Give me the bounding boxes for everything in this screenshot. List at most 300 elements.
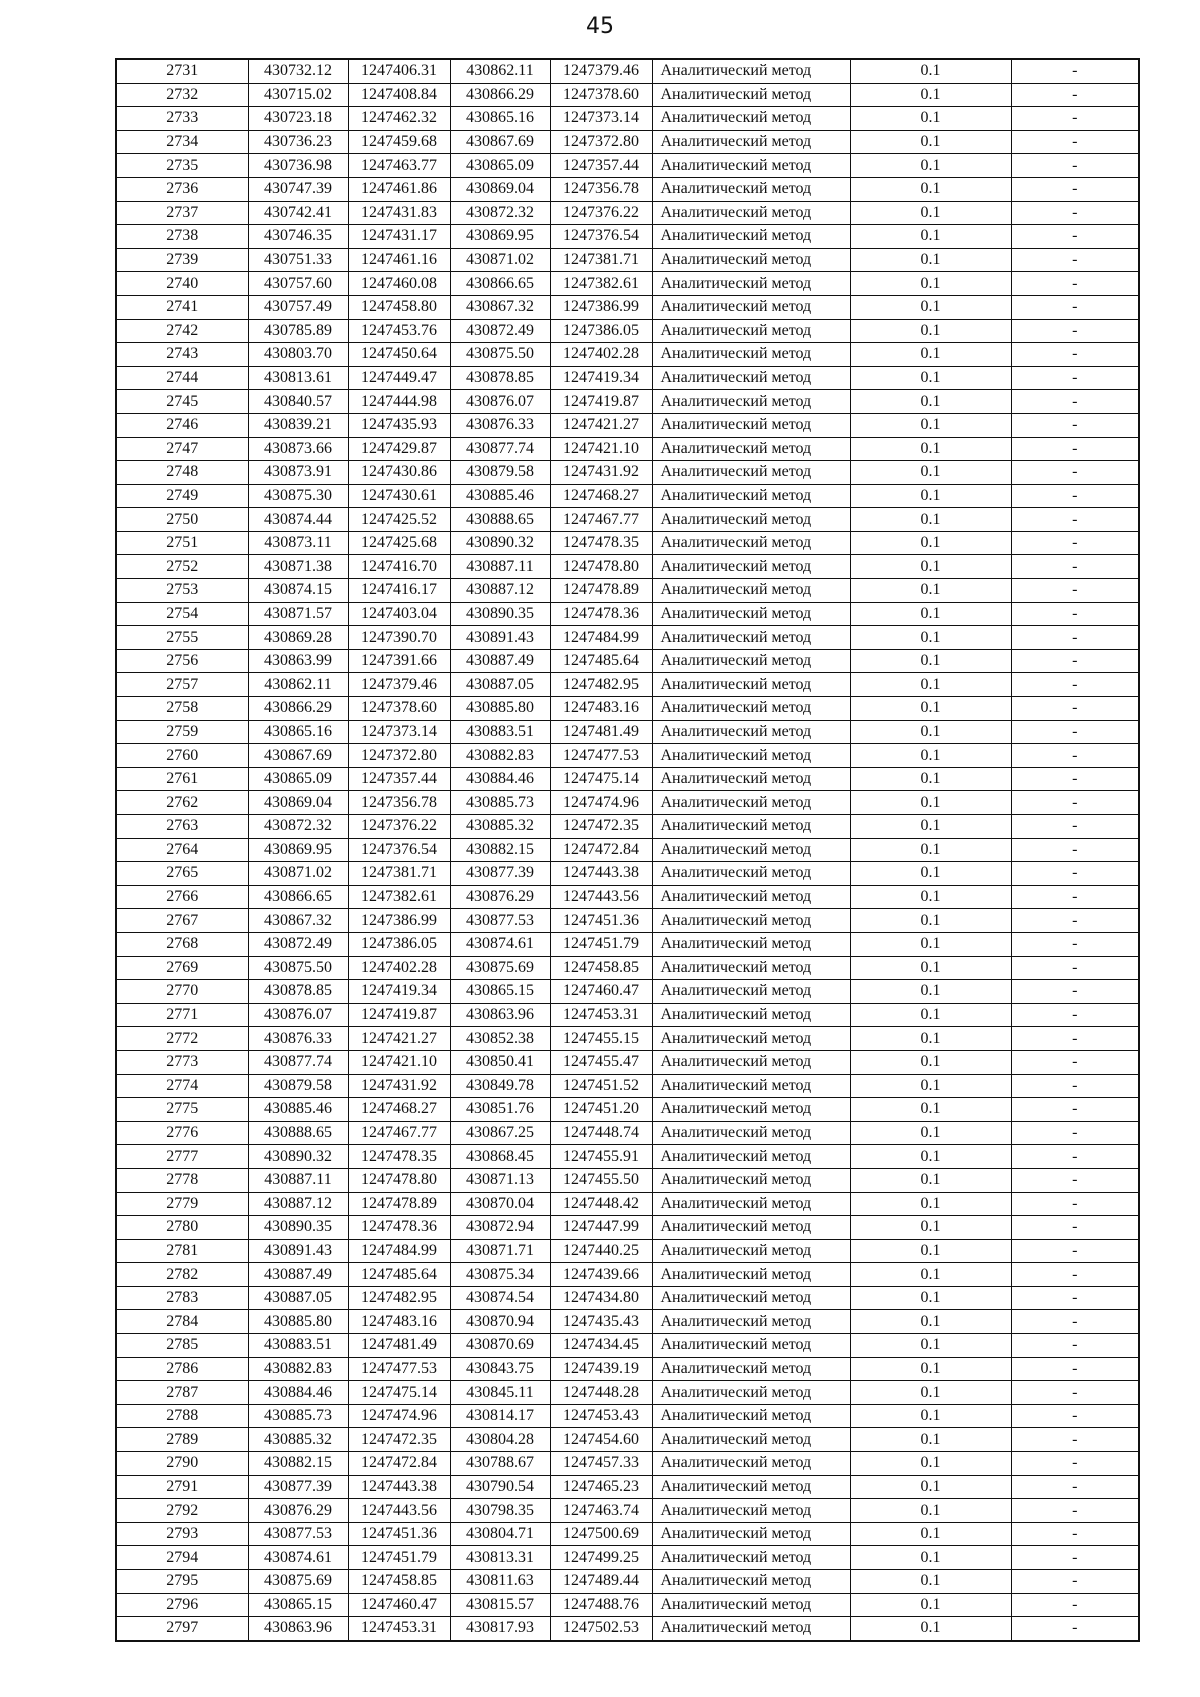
point-number-cell: 2795 — [116, 1570, 248, 1594]
note-cell: - — [1011, 1522, 1139, 1546]
method-cell: Аналитический метод — [652, 1192, 850, 1216]
x-end-cell: 430804.28 — [450, 1428, 550, 1452]
method-cell: Аналитический метод — [652, 744, 850, 768]
x-start-cell: 430723.18 — [248, 107, 348, 131]
accuracy-cell: 0.1 — [850, 177, 1011, 201]
accuracy-cell: 0.1 — [850, 272, 1011, 296]
y-end-cell: 1247489.44 — [550, 1570, 652, 1594]
method-cell: Аналитический метод — [652, 319, 850, 343]
y-start-cell: 1247451.79 — [348, 1546, 450, 1570]
note-cell: - — [1011, 815, 1139, 839]
y-end-cell: 1247478.35 — [550, 531, 652, 555]
y-end-cell: 1247448.28 — [550, 1381, 652, 1405]
y-start-cell: 1247419.87 — [348, 1003, 450, 1027]
note-cell: - — [1011, 649, 1139, 673]
point-number-cell: 2740 — [116, 272, 248, 296]
x-start-cell: 430865.16 — [248, 720, 348, 744]
point-number-cell: 2790 — [116, 1452, 248, 1476]
table-row — [116, 295, 1139, 319]
point-number-cell: 2768 — [116, 932, 248, 956]
y-start-cell: 1247435.93 — [348, 413, 450, 437]
point-number-cell: 2758 — [116, 697, 248, 721]
y-end-cell: 1247435.43 — [550, 1310, 652, 1334]
x-end-cell: 430875.34 — [450, 1263, 550, 1287]
method-cell: Аналитический метод — [652, 1145, 850, 1169]
method-cell: Аналитический метод — [652, 1027, 850, 1051]
x-start-cell: 430813.61 — [248, 366, 348, 390]
table-row — [116, 1334, 1139, 1358]
y-start-cell: 1247416.17 — [348, 579, 450, 603]
y-end-cell: 1247474.96 — [550, 791, 652, 815]
accuracy-cell: 0.1 — [850, 413, 1011, 437]
y-end-cell: 1247431.92 — [550, 461, 652, 485]
note-cell: - — [1011, 767, 1139, 791]
method-cell: Аналитический метод — [652, 225, 850, 249]
x-end-cell: 430870.94 — [450, 1310, 550, 1334]
x-end-cell: 430876.07 — [450, 390, 550, 414]
y-end-cell: 1247447.99 — [550, 1216, 652, 1240]
point-number-cell: 2748 — [116, 461, 248, 485]
method-cell: Аналитический метод — [652, 390, 850, 414]
x-start-cell: 430736.98 — [248, 154, 348, 178]
y-end-cell: 1247484.99 — [550, 626, 652, 650]
point-number-cell: 2761 — [116, 767, 248, 791]
x-start-cell: 430882.15 — [248, 1452, 348, 1476]
note-cell: - — [1011, 201, 1139, 225]
y-end-cell: 1247439.19 — [550, 1357, 652, 1381]
point-number-cell: 2731 — [116, 59, 248, 83]
table-row — [116, 838, 1139, 862]
y-start-cell: 1247402.28 — [348, 956, 450, 980]
table-row — [116, 1570, 1139, 1594]
x-start-cell: 430871.02 — [248, 862, 348, 886]
method-cell: Аналитический метод — [652, 1593, 850, 1617]
y-start-cell: 1247421.10 — [348, 1050, 450, 1074]
y-start-cell: 1247478.36 — [348, 1216, 450, 1240]
table-row — [116, 909, 1139, 933]
x-end-cell: 430887.49 — [450, 649, 550, 673]
y-start-cell: 1247461.86 — [348, 177, 450, 201]
y-end-cell: 1247455.47 — [550, 1050, 652, 1074]
x-start-cell: 430887.11 — [248, 1168, 348, 1192]
accuracy-cell: 0.1 — [850, 130, 1011, 154]
x-end-cell: 430876.33 — [450, 413, 550, 437]
method-cell: Аналитический метод — [652, 862, 850, 886]
table-row — [116, 1145, 1139, 1169]
y-start-cell: 1247429.87 — [348, 437, 450, 461]
y-start-cell: 1247376.22 — [348, 815, 450, 839]
note-cell: - — [1011, 673, 1139, 697]
note-cell: - — [1011, 1452, 1139, 1476]
point-number-cell: 2739 — [116, 248, 248, 272]
table-row — [116, 1239, 1139, 1263]
point-number-cell: 2732 — [116, 83, 248, 107]
y-start-cell: 1247421.27 — [348, 1027, 450, 1051]
method-cell: Аналитический метод — [652, 1357, 850, 1381]
point-number-cell: 2775 — [116, 1098, 248, 1122]
table-row — [116, 697, 1139, 721]
point-number-cell: 2796 — [116, 1593, 248, 1617]
x-end-cell: 430877.74 — [450, 437, 550, 461]
y-start-cell: 1247453.76 — [348, 319, 450, 343]
table-row — [116, 248, 1139, 272]
note-cell: - — [1011, 1381, 1139, 1405]
y-end-cell: 1247443.38 — [550, 862, 652, 886]
accuracy-cell: 0.1 — [850, 201, 1011, 225]
note-cell: - — [1011, 1428, 1139, 1452]
method-cell: Аналитический метод — [652, 1239, 850, 1263]
x-end-cell: 430890.32 — [450, 531, 550, 555]
point-number-cell: 2735 — [116, 154, 248, 178]
point-number-cell: 2759 — [116, 720, 248, 744]
table-row — [116, 862, 1139, 886]
x-start-cell: 430887.05 — [248, 1286, 348, 1310]
point-number-cell: 2741 — [116, 295, 248, 319]
x-end-cell: 430885.80 — [450, 697, 550, 721]
method-cell: Аналитический метод — [652, 932, 850, 956]
y-start-cell: 1247419.34 — [348, 980, 450, 1004]
method-cell: Аналитический метод — [652, 1263, 850, 1287]
note-cell: - — [1011, 1334, 1139, 1358]
accuracy-cell: 0.1 — [850, 767, 1011, 791]
x-end-cell: 430885.73 — [450, 791, 550, 815]
table-row — [116, 177, 1139, 201]
table-row — [116, 1357, 1139, 1381]
accuracy-cell: 0.1 — [850, 295, 1011, 319]
table-row — [116, 980, 1139, 1004]
x-start-cell: 430874.44 — [248, 508, 348, 532]
method-cell: Аналитический метод — [652, 1121, 850, 1145]
x-end-cell: 430885.32 — [450, 815, 550, 839]
table-row — [116, 1475, 1139, 1499]
x-start-cell: 430867.32 — [248, 909, 348, 933]
x-end-cell: 430882.15 — [450, 838, 550, 862]
accuracy-cell: 0.1 — [850, 1428, 1011, 1452]
method-cell: Аналитический метод — [652, 484, 850, 508]
y-start-cell: 1247474.96 — [348, 1404, 450, 1428]
y-end-cell: 1247451.20 — [550, 1098, 652, 1122]
accuracy-cell: 0.1 — [850, 508, 1011, 532]
method-cell: Аналитический метод — [652, 1286, 850, 1310]
table-row — [116, 1286, 1139, 1310]
y-start-cell: 1247462.32 — [348, 107, 450, 131]
accuracy-cell: 0.1 — [850, 437, 1011, 461]
y-start-cell: 1247408.84 — [348, 83, 450, 107]
y-end-cell: 1247386.99 — [550, 295, 652, 319]
note-cell: - — [1011, 484, 1139, 508]
x-start-cell: 430888.65 — [248, 1121, 348, 1145]
accuracy-cell: 0.1 — [850, 1286, 1011, 1310]
table-row — [116, 461, 1139, 485]
table-row — [116, 791, 1139, 815]
y-end-cell: 1247499.25 — [550, 1546, 652, 1570]
method-cell: Аналитический метод — [652, 1570, 850, 1594]
note-cell: - — [1011, 177, 1139, 201]
x-start-cell: 430876.07 — [248, 1003, 348, 1027]
method-cell: Аналитический метод — [652, 1452, 850, 1476]
table-row — [116, 1263, 1139, 1287]
point-number-cell: 2772 — [116, 1027, 248, 1051]
x-start-cell: 430866.29 — [248, 697, 348, 721]
table-row — [116, 1404, 1139, 1428]
note-cell: - — [1011, 1617, 1139, 1641]
x-end-cell: 430815.57 — [450, 1593, 550, 1617]
x-end-cell: 430878.85 — [450, 366, 550, 390]
y-end-cell: 1247434.45 — [550, 1334, 652, 1358]
y-start-cell: 1247453.31 — [348, 1617, 450, 1641]
x-start-cell: 430863.99 — [248, 649, 348, 673]
point-number-cell: 2753 — [116, 579, 248, 603]
table-row — [116, 649, 1139, 673]
method-cell: Аналитический метод — [652, 437, 850, 461]
x-start-cell: 430887.12 — [248, 1192, 348, 1216]
y-start-cell: 1247460.47 — [348, 1593, 450, 1617]
y-end-cell: 1247453.31 — [550, 1003, 652, 1027]
x-end-cell: 430788.67 — [450, 1452, 550, 1476]
x-start-cell: 430869.95 — [248, 838, 348, 862]
y-end-cell: 1247455.50 — [550, 1168, 652, 1192]
point-number-cell: 2788 — [116, 1404, 248, 1428]
accuracy-cell: 0.1 — [850, 579, 1011, 603]
x-start-cell: 430885.80 — [248, 1310, 348, 1334]
x-end-cell: 430865.15 — [450, 980, 550, 1004]
x-end-cell: 430887.05 — [450, 673, 550, 697]
note-cell: - — [1011, 1192, 1139, 1216]
x-end-cell: 430814.17 — [450, 1404, 550, 1428]
point-number-cell: 2742 — [116, 319, 248, 343]
method-cell: Аналитический метод — [652, 272, 850, 296]
x-start-cell: 430867.69 — [248, 744, 348, 768]
x-start-cell: 430865.09 — [248, 767, 348, 791]
point-number-cell: 2783 — [116, 1286, 248, 1310]
x-start-cell: 430872.32 — [248, 815, 348, 839]
x-end-cell: 430885.46 — [450, 484, 550, 508]
x-end-cell: 430874.61 — [450, 932, 550, 956]
y-end-cell: 1247386.05 — [550, 319, 652, 343]
y-start-cell: 1247431.17 — [348, 225, 450, 249]
x-start-cell: 430785.89 — [248, 319, 348, 343]
x-end-cell: 430869.04 — [450, 177, 550, 201]
y-end-cell: 1247477.53 — [550, 744, 652, 768]
y-start-cell: 1247477.53 — [348, 1357, 450, 1381]
x-end-cell: 430862.11 — [450, 59, 550, 83]
x-end-cell: 430871.02 — [450, 248, 550, 272]
x-start-cell: 430715.02 — [248, 83, 348, 107]
method-cell: Аналитический метод — [652, 838, 850, 862]
point-number-cell: 2745 — [116, 390, 248, 414]
y-end-cell: 1247502.53 — [550, 1617, 652, 1641]
y-start-cell: 1247444.98 — [348, 390, 450, 414]
y-end-cell: 1247376.54 — [550, 225, 652, 249]
table-row — [116, 956, 1139, 980]
x-end-cell: 430866.29 — [450, 83, 550, 107]
x-start-cell: 430885.73 — [248, 1404, 348, 1428]
note-cell: - — [1011, 83, 1139, 107]
x-start-cell: 430863.96 — [248, 1617, 348, 1641]
x-start-cell: 430891.43 — [248, 1239, 348, 1263]
x-end-cell: 430875.69 — [450, 956, 550, 980]
table-row — [116, 508, 1139, 532]
note-cell: - — [1011, 1404, 1139, 1428]
y-end-cell: 1247488.76 — [550, 1593, 652, 1617]
x-end-cell: 430868.45 — [450, 1145, 550, 1169]
y-end-cell: 1247454.60 — [550, 1428, 652, 1452]
table-row — [116, 1003, 1139, 1027]
table-row — [116, 815, 1139, 839]
y-start-cell: 1247376.54 — [348, 838, 450, 862]
y-start-cell: 1247463.77 — [348, 154, 450, 178]
x-end-cell: 430813.31 — [450, 1546, 550, 1570]
x-end-cell: 430811.63 — [450, 1570, 550, 1594]
y-start-cell: 1247449.47 — [348, 366, 450, 390]
method-cell: Аналитический метод — [652, 673, 850, 697]
table-row — [116, 1499, 1139, 1523]
y-start-cell: 1247482.95 — [348, 1286, 450, 1310]
method-cell: Аналитический метод — [652, 909, 850, 933]
table-row — [116, 1074, 1139, 1098]
x-start-cell: 430882.83 — [248, 1357, 348, 1381]
accuracy-cell: 0.1 — [850, 815, 1011, 839]
x-start-cell: 430872.49 — [248, 932, 348, 956]
point-number-cell: 2769 — [116, 956, 248, 980]
accuracy-cell: 0.1 — [850, 1499, 1011, 1523]
note-cell: - — [1011, 1286, 1139, 1310]
y-end-cell: 1247460.47 — [550, 980, 652, 1004]
table-row — [116, 225, 1139, 249]
table-row — [116, 319, 1139, 343]
y-end-cell: 1247455.91 — [550, 1145, 652, 1169]
note-cell: - — [1011, 1216, 1139, 1240]
point-number-cell: 2756 — [116, 649, 248, 673]
point-number-cell: 2733 — [116, 107, 248, 131]
y-start-cell: 1247467.77 — [348, 1121, 450, 1145]
table-row — [116, 83, 1139, 107]
x-start-cell: 430873.91 — [248, 461, 348, 485]
note-cell: - — [1011, 909, 1139, 933]
method-cell: Аналитический метод — [652, 1050, 850, 1074]
accuracy-cell: 0.1 — [850, 1192, 1011, 1216]
x-start-cell: 430862.11 — [248, 673, 348, 697]
point-number-cell: 2786 — [116, 1357, 248, 1381]
x-end-cell: 430790.54 — [450, 1475, 550, 1499]
x-start-cell: 430890.35 — [248, 1216, 348, 1240]
method-cell: Аналитический метод — [652, 1522, 850, 1546]
point-number-cell: 2792 — [116, 1499, 248, 1523]
method-cell: Аналитический метод — [652, 201, 850, 225]
x-end-cell: 430871.13 — [450, 1168, 550, 1192]
table-row — [116, 555, 1139, 579]
accuracy-cell: 0.1 — [850, 1475, 1011, 1499]
table-row — [116, 1098, 1139, 1122]
accuracy-cell: 0.1 — [850, 531, 1011, 555]
method-cell: Аналитический метод — [652, 626, 850, 650]
y-end-cell: 1247357.44 — [550, 154, 652, 178]
method-cell: Аналитический метод — [652, 1546, 850, 1570]
accuracy-cell: 0.1 — [850, 862, 1011, 886]
y-start-cell: 1247430.61 — [348, 484, 450, 508]
method-cell: Аналитический метод — [652, 1098, 850, 1122]
y-start-cell: 1247382.61 — [348, 885, 450, 909]
accuracy-cell: 0.1 — [850, 649, 1011, 673]
y-start-cell: 1247443.56 — [348, 1499, 450, 1523]
y-end-cell: 1247443.56 — [550, 885, 652, 909]
note-cell: - — [1011, 248, 1139, 272]
note-cell: - — [1011, 956, 1139, 980]
y-start-cell: 1247431.83 — [348, 201, 450, 225]
table-row — [116, 1546, 1139, 1570]
point-number-cell: 2770 — [116, 980, 248, 1004]
accuracy-cell: 0.1 — [850, 1003, 1011, 1027]
table-row — [116, 1452, 1139, 1476]
y-end-cell: 1247475.14 — [550, 767, 652, 791]
note-cell: - — [1011, 720, 1139, 744]
y-start-cell: 1247373.14 — [348, 720, 450, 744]
point-number-cell: 2791 — [116, 1475, 248, 1499]
y-end-cell: 1247381.71 — [550, 248, 652, 272]
x-end-cell: 430872.94 — [450, 1216, 550, 1240]
y-start-cell: 1247443.38 — [348, 1475, 450, 1499]
accuracy-cell: 0.1 — [850, 1050, 1011, 1074]
accuracy-cell: 0.1 — [850, 1121, 1011, 1145]
y-end-cell: 1247465.23 — [550, 1475, 652, 1499]
page-number: 45 — [586, 14, 614, 39]
x-end-cell: 430872.32 — [450, 201, 550, 225]
y-end-cell: 1247372.80 — [550, 130, 652, 154]
y-end-cell: 1247472.35 — [550, 815, 652, 839]
y-start-cell: 1247356.78 — [348, 791, 450, 815]
x-end-cell: 430870.69 — [450, 1334, 550, 1358]
x-end-cell: 430883.51 — [450, 720, 550, 744]
note-cell: - — [1011, 413, 1139, 437]
x-end-cell: 430867.32 — [450, 295, 550, 319]
table-body — [116, 59, 1139, 1641]
x-start-cell: 430877.53 — [248, 1522, 348, 1546]
note-cell: - — [1011, 437, 1139, 461]
x-end-cell: 430852.38 — [450, 1027, 550, 1051]
x-start-cell: 430890.32 — [248, 1145, 348, 1169]
y-start-cell: 1247461.16 — [348, 248, 450, 272]
x-end-cell: 430872.49 — [450, 319, 550, 343]
y-end-cell: 1247500.69 — [550, 1522, 652, 1546]
method-cell: Аналитический метод — [652, 649, 850, 673]
y-start-cell: 1247451.36 — [348, 1522, 450, 1546]
y-start-cell: 1247386.99 — [348, 909, 450, 933]
accuracy-cell: 0.1 — [850, 956, 1011, 980]
method-cell: Аналитический метод — [652, 59, 850, 83]
accuracy-cell: 0.1 — [850, 1263, 1011, 1287]
x-start-cell: 430839.21 — [248, 413, 348, 437]
table-row — [116, 1428, 1139, 1452]
table-row — [116, 673, 1139, 697]
note-cell: - — [1011, 1239, 1139, 1263]
y-end-cell: 1247481.49 — [550, 720, 652, 744]
note-cell: - — [1011, 579, 1139, 603]
x-end-cell: 430890.35 — [450, 602, 550, 626]
accuracy-cell: 0.1 — [850, 909, 1011, 933]
method-cell: Аналитический метод — [652, 177, 850, 201]
method-cell: Аналитический метод — [652, 791, 850, 815]
y-end-cell: 1247451.36 — [550, 909, 652, 933]
x-end-cell: 430874.54 — [450, 1286, 550, 1310]
note-cell: - — [1011, 980, 1139, 1004]
x-end-cell: 430845.11 — [450, 1381, 550, 1405]
method-cell: Аналитический метод — [652, 579, 850, 603]
table-row — [116, 932, 1139, 956]
point-number-cell: 2766 — [116, 885, 248, 909]
note-cell: - — [1011, 1475, 1139, 1499]
accuracy-cell: 0.1 — [850, 555, 1011, 579]
note-cell: - — [1011, 1098, 1139, 1122]
